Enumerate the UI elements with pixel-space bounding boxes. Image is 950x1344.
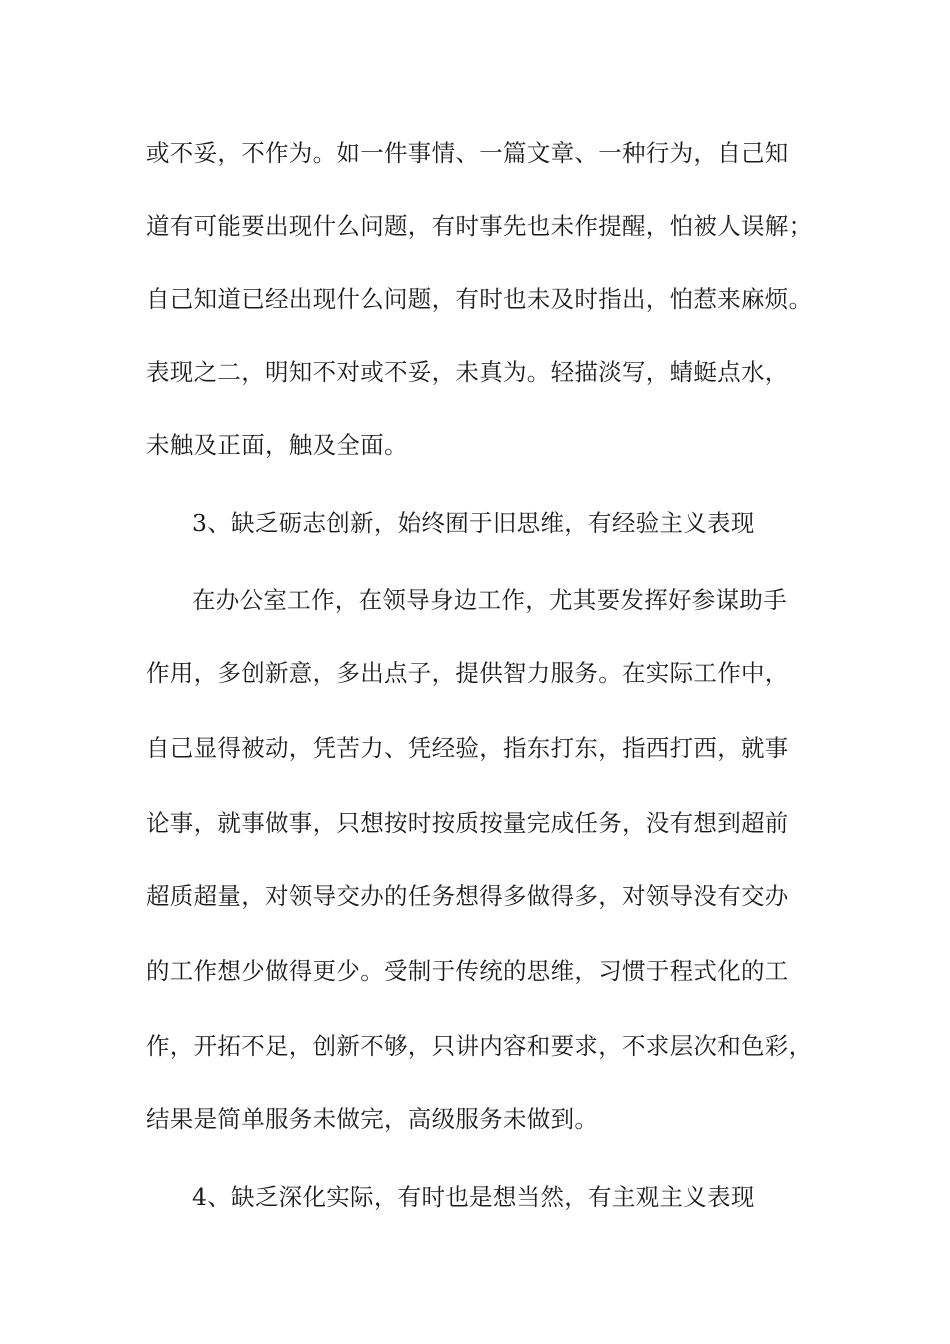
text-line: 作，开拓不足，创新不够，只讲内容和要求，不求层次和色彩， [146, 1032, 813, 1060]
text-line: 自己知道已经出现什么问题，有时也未及时指出，怕惹来麻烦。 [146, 285, 813, 313]
text-line: 的工作想少做得更少。受制于传统的思维，习惯于程式化的工 [146, 957, 789, 985]
text-line: 表现之二，明知不对或不妥，未真为。轻描淡写，蜻蜓点水， [146, 358, 789, 386]
section-heading: 4、缺乏深化实际，有时也是想当然，有主观主义表现 [192, 1183, 755, 1211]
text-line: 道有可能要出现什么问题，有时事先也未作提醒，怕被人误解； [146, 212, 813, 240]
section-heading: 3、缺乏砺志创新，始终囿于旧思维，有经验主义表现 [192, 509, 755, 537]
text-line: 作用，多创新意，多出点子，提供智力服务。在实际工作中， [146, 659, 789, 687]
text-line: 结果是简单服务未做完，高级服务未做到。 [146, 1105, 599, 1133]
text-line: 论事，就事做事，只想按时按质按量完成任务，没有想到超前 [146, 809, 789, 837]
paragraph-first-line: 在办公室工作，在领导身边工作，尤其要发挥好参谋助手 [192, 586, 787, 614]
text-line: 或不妥，不作为。如一件事情、一篇文章、一种行为，自己知 [146, 139, 789, 167]
text-line: 超质超量，对领导交办的任务想得多做得多，对领导没有交办 [146, 882, 789, 910]
text-line: 未触及正面，触及全面。 [146, 431, 408, 459]
text-line: 自己显得被动，凭苦力、凭经验，指东打东，指西打西，就事 [146, 734, 789, 762]
